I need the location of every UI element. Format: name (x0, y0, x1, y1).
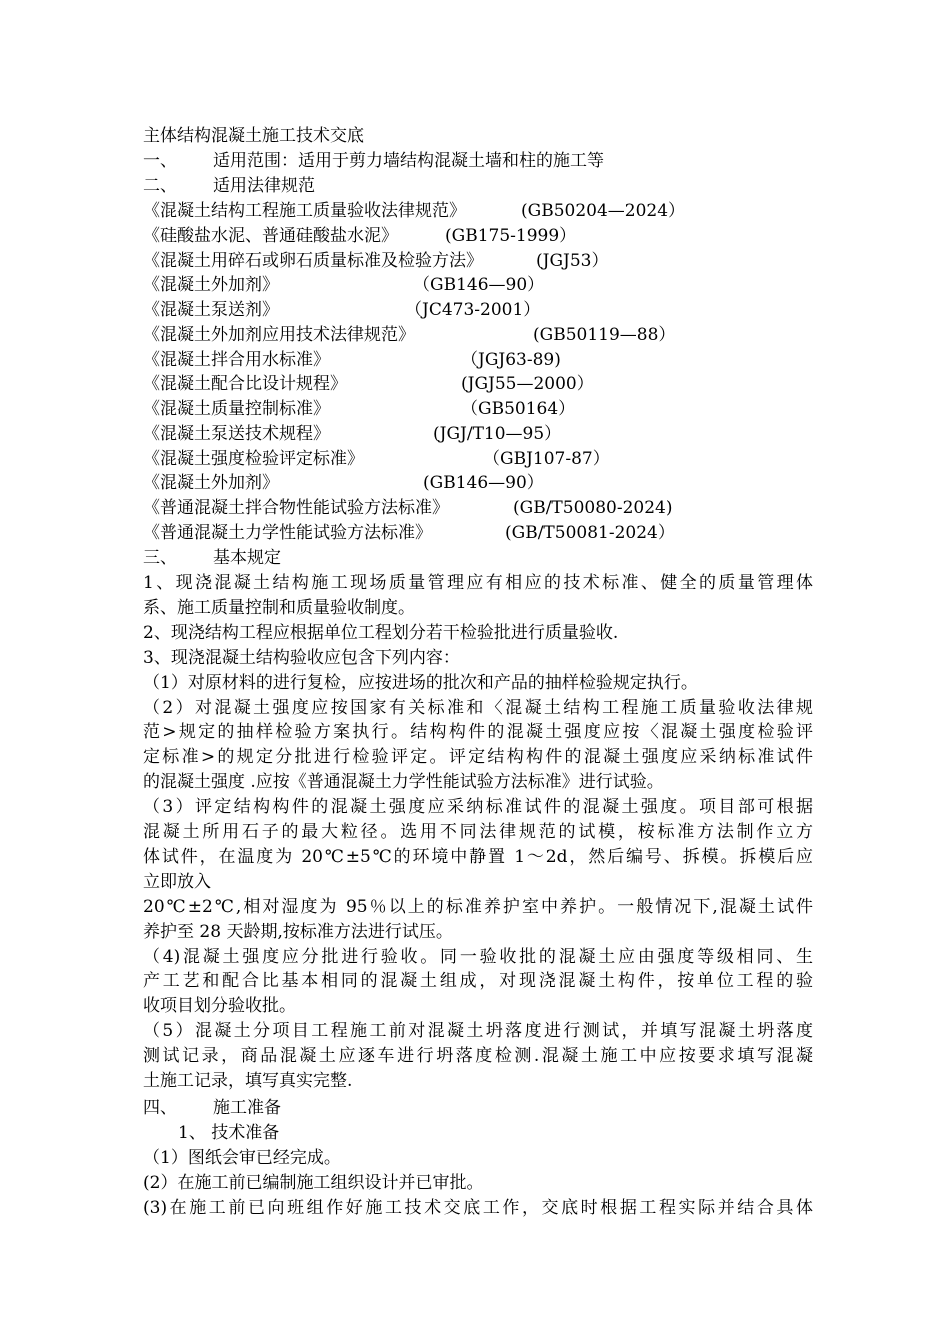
standard-item (143, 273, 813, 298)
standard-name: 《混凝土质量控制标准》 (143, 399, 330, 419)
standard-item (143, 447, 813, 472)
body-line: 养护至 28 天龄期,按标准方法进行试压。 (143, 921, 453, 942)
standard-item (143, 348, 813, 373)
standard-name: 《混凝土结构工程施工质量验收法律规范》 (143, 201, 466, 221)
body-line: 2、现浇结构工程应根据单位工程划分若干检验批进行质量验收. (143, 622, 619, 643)
standard-code: (JGJ53） (536, 250, 609, 271)
section-text: 适用法律规范 (213, 176, 315, 196)
body-line: 混凝土所用石子的最大粒径。选用不同法律规范的试模，桉标准方法制作立方 (143, 822, 813, 842)
standard-name: 《混凝土拌合用水标准》 (143, 349, 330, 370)
standard-code: (GB175-1999） (445, 225, 577, 246)
body-line: (3)在施工前已向班组作好施工技术交底工作，交底时根据工程实际并结合具体 (143, 1197, 813, 1218)
section-4-heading (143, 1096, 813, 1121)
body-line: 3、现浇混凝土结构验收应包含下列内容： (143, 647, 460, 668)
body-line: （3）评定结构构件的混凝土强度应采纳标准试件的混凝土强度。项目部可根据 (143, 797, 813, 818)
standard-code: （JC473-2001） (405, 300, 541, 320)
body-line: （1）对原材料的进行复检，应按进场的批次和产品的抽样检验规定执行。 (143, 672, 698, 693)
section-number: 一、 (143, 151, 177, 171)
body-line: 1、现浇混凝土结构施工现场质量管理应有相应的技术标准、健全的质量管理体 (143, 573, 813, 593)
doc-title: 主体结构混凝土施工技术交底 (143, 126, 364, 146)
body-line: (2）在施工前已编制施工组织设计并已审批。 (143, 1172, 484, 1193)
standard-name: 《普通混凝土力学性能试验方法标准》 (143, 522, 432, 543)
standard-name: 《混凝土外加剂应用技术法律规范》 (143, 324, 415, 345)
standard-item (143, 422, 813, 447)
standard-item (143, 298, 813, 323)
standard-item (143, 471, 813, 496)
standard-item (143, 199, 813, 224)
subsection-technical-prep: 1、 技术准备 (178, 1123, 280, 1143)
standard-name: 《混凝土外加剂》 (143, 275, 279, 296)
standard-code: （GB50164） (461, 399, 576, 419)
section-text: 施工准备 (213, 1098, 281, 1118)
standard-name: 《硅酸盐水泥、普通硅酸盐水泥》 (143, 225, 398, 246)
body-line: 立即放入 (143, 871, 211, 892)
section-number: 四、 (143, 1098, 177, 1118)
standard-item (143, 249, 813, 274)
section-text: 适用范围：适用于剪力墙结构混凝土墙和柱的施工等 (213, 151, 604, 171)
section-3-heading (143, 546, 813, 571)
standard-code: (GB/T50081-2024） (505, 522, 675, 543)
body-line: 体试件，在温度为 20℃±5℃的环境中静置 1～2d，然后编号、拆模。拆模后应 (143, 846, 813, 867)
body-line: 系、施工质量控制和质量验收制度。 (143, 597, 415, 618)
body-line: 范>规定的抽样检验方案执行。结构构件的混凝土强度应按〈混凝土强度检验评 (143, 722, 813, 743)
standard-item (143, 372, 813, 397)
body-line: （1）图纸会审已经完成。 (143, 1148, 341, 1168)
standard-code: (JGJ55—2000） (461, 374, 594, 395)
standard-item (143, 323, 813, 348)
standard-item (143, 496, 813, 521)
body-line: （2）对混凝土强度应按国家有关标准和〈混凝土结构工程施工质量验收法律规 (143, 697, 813, 718)
standard-code: (GB50119—88） (533, 324, 676, 345)
standard-code: (JGJ/T10—95） (433, 423, 562, 444)
standard-name: 《混凝土强度检验评定标准》 (143, 448, 364, 469)
standard-name: 《普通混凝土拌合物性能试验方法标准》 (143, 498, 449, 518)
section-2-heading (143, 174, 813, 199)
body-line: （4)混凝土强度应分批进行验收。同一验收批的混凝土应由强度等级相同、生 (143, 946, 813, 967)
standard-name: 《混凝土配合比设计规程》 (143, 374, 347, 395)
body-line: 的混凝土强度 .应按《普通混凝土力学性能试验方法标准》进行试验。 (143, 772, 664, 793)
body-line: （5）混凝土分项目工程施工前对混凝土坍落度进行测试，并填写混凝土坍落度 (143, 1021, 813, 1042)
standard-name: 《混凝土泵送剂》 (143, 300, 279, 320)
standard-code: (GB/T50080-2024) (513, 498, 673, 518)
standard-code: (GB146—90） (423, 473, 544, 494)
standard-code: （JGJ63-89) (461, 349, 561, 370)
body-line: 产工艺和配合比基本相同的混凝土组成，对现浇混凝土构件，按单位工程的验 (143, 971, 813, 992)
standard-name: 《混凝土外加剂》 (143, 473, 279, 494)
section-1-heading (143, 149, 813, 174)
standard-code: （GBJ107-87） (483, 448, 610, 469)
body-line: 定标准>的规定分批进行检验评定。评定结构构件的混凝土强度应采纳标准试件 (143, 747, 813, 768)
standard-item (143, 397, 813, 422)
section-number: 三、 (143, 548, 177, 568)
body-line: 土施工记录，填写真实完整. (143, 1071, 353, 1091)
standard-item (143, 224, 813, 249)
standard-code: (GB50204—2024） (521, 201, 686, 221)
section-text: 基本规定 (213, 548, 281, 568)
section-number: 二、 (143, 176, 177, 196)
standard-code: （GB146—90） (413, 275, 545, 296)
body-line: 20℃±2℃,相对湿度为 95％以上的标准养护室中养护。一般情况下,混凝土试件 (143, 896, 813, 917)
standard-item (143, 521, 813, 546)
standard-name: 《混凝土泵送技术规程》 (143, 423, 330, 444)
body-line: 收项目划分验收批。 (143, 996, 296, 1017)
body-line: 测试记录，商品混凝土应逐车进行坍落度检测.混凝土施工中应按要求填写混凝 (143, 1046, 813, 1067)
standard-name: 《混凝土用碎石或卵石质量标准及检验方法》 (143, 250, 483, 271)
